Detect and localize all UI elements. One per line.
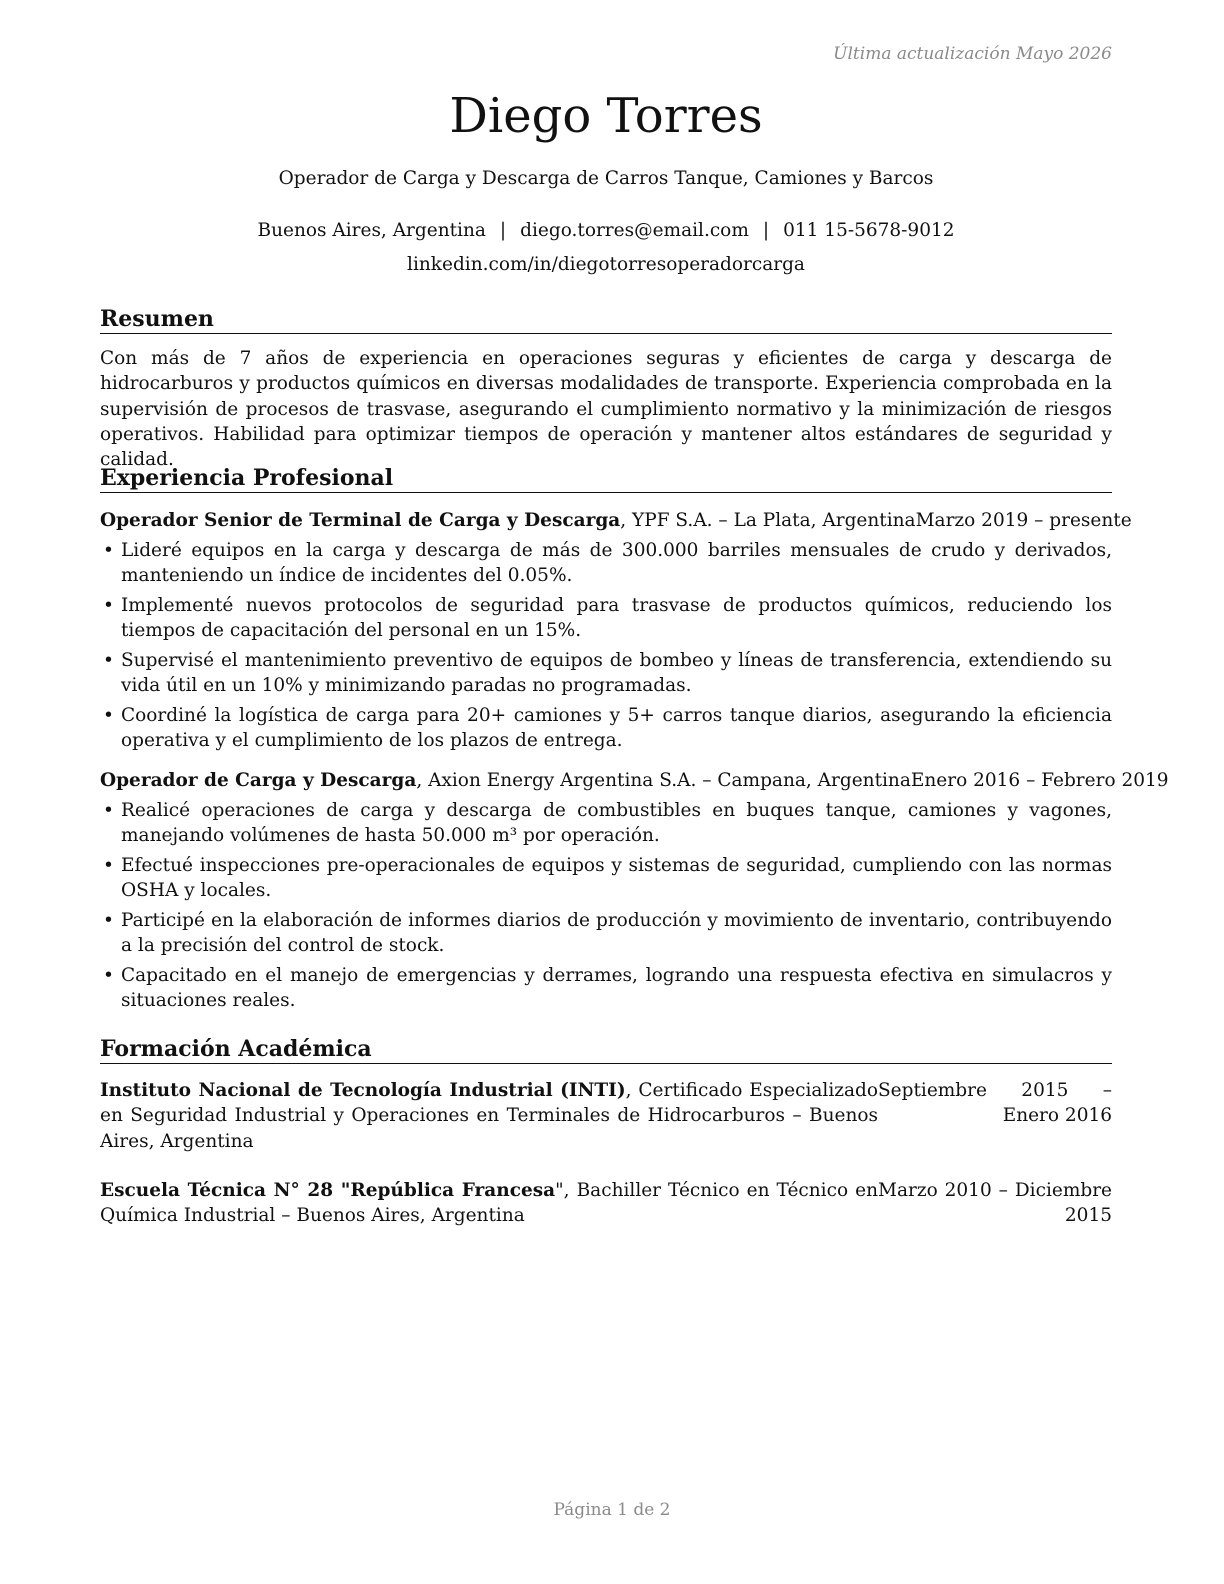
education-entry [100, 1178, 1112, 1229]
education-description [100, 1178, 878, 1229]
job-bullet [100, 798, 1112, 849]
contact-location: Buenos Aires, Argentina [257, 220, 486, 241]
job-bullet-text: Realicé operaciones de carga y descarga de combustibles en buques tanque, camiones y vagones, manejando volúmenes de hasta 50.000 m³ por operación. [121, 799, 1112, 846]
job-bullet [100, 963, 1112, 1014]
job-bullets [100, 538, 1112, 754]
bullet-icon: • [103, 704, 114, 726]
job-title-line [100, 768, 911, 794]
job-bullet-text: Coordiné la logística de carga para 20+ camiones y 5+ carros tanque diarios, asegurando la eficiencia operativa y el cumplimiento de los plazos de entrega. [121, 704, 1112, 752]
job-bullet-text: Capacitado en el manejo de emergencias y derrames, logrando una respuesta efectiva en simulacros y situaciones reales. [121, 964, 1112, 1011]
job-header [100, 508, 1132, 534]
summary-text: Con más de 7 años de experiencia en operaciones seguras y eficientes de carga y descarga de hidrocarburos y productos químicos en diversas modalidades de transporte. Experiencia comprobada en la supervisión de procesos de trasvase, asegurando el cumplimiento normativo y la minimización de riesgos operativos. Habilidad para optimizar tiempos de operación y mantener altos estándares de seguridad y calidad. [100, 348, 1112, 471]
job-bullet-text: Efectué inspecciones pre-operacionales de equipos y sistemas de seguridad, cumpliendo con las normas OSHA y locales. [121, 854, 1112, 901]
job-company: , Axion Energy Argentina S.A. – Campana, Argentina [416, 769, 911, 791]
education-dates: Marzo 2010 – Diciembre 2015 [878, 1179, 1112, 1227]
last-updated: Última actualización Mayo 2026 [833, 44, 1112, 64]
job-bullet [100, 908, 1112, 959]
bullet-icon: • [103, 540, 114, 561]
education-institution: Escuela Técnica N° 28 "República Francesa [100, 1179, 556, 1201]
job-header [100, 768, 1169, 794]
job-dates: Marzo 2019 – presente [915, 510, 1132, 531]
education-institution: Instituto Nacional de Tecnología Industrial (INTI) [100, 1080, 626, 1101]
bullet-icon: • [103, 964, 114, 986]
summary-heading: Resumen [100, 305, 1112, 334]
bullet-icon: • [103, 594, 114, 616]
job-bullets [100, 798, 1112, 1014]
contact-separator: | [762, 220, 770, 241]
job-bullet-text: Participé en la elaboración de informes diarios de producción y movimiento de inventario, contribuyendo a la precisión del control de stock. [121, 909, 1112, 956]
job-dates: Enero 2016 – Febrero 2019 [910, 769, 1169, 791]
job-bullet-text: Supervisé el mantenimiento preventivo de equipos de bombeo y líneas de transferencia, extendiendo su vida útil en un 10% y minimizando paradas no programadas. [121, 649, 1112, 697]
job-bullet [100, 538, 1112, 589]
job-entry [100, 768, 1169, 1014]
job-bullet [100, 593, 1112, 644]
education-section [100, 1035, 1112, 1228]
summary-section [100, 305, 1112, 472]
job-bullet-text: Lideré equipos en la carga y descarga de más de 300.000 barriles mensuales de crudo y derivados, manteniendo un índice de incidentes del 0.05%. [121, 540, 1112, 587]
candidate-tagline: Operador de Carga y Descarga de Carros Tanque, Camiones y Barcos [278, 168, 934, 189]
job-role: Operador Senior de Terminal de Carga y Descarga [100, 510, 621, 531]
job-bullet [100, 853, 1112, 904]
job-title-line [100, 508, 916, 534]
job-bullet [100, 703, 1112, 754]
contact-phone: 011 15-5678-9012 [783, 220, 955, 241]
bullet-icon: • [103, 909, 114, 931]
education-detail: , Certificado Especializado en Seguridad Industrial y Operaciones en Terminales de Hidrocarburos – Buenos Aires, Argentina [100, 1080, 878, 1152]
contact-line [100, 218, 1112, 244]
contact-email[interactable]: diego.torres@email.com [520, 220, 749, 241]
education-dates: Septiembre 2015 – Enero 2016 [878, 1080, 1112, 1127]
job-company: , YPF S.A. – La Plata, Argentina [620, 510, 916, 531]
page-number: Página 1 de 2 [553, 1500, 671, 1520]
experience-heading: Experiencia Profesional [100, 464, 1112, 493]
education-detail: ", Bachiller Técnico en Técnico en Química Industrial – Buenos Aires, Argentina [100, 1179, 878, 1227]
bullet-icon: • [103, 649, 114, 671]
experience-section [100, 464, 1169, 1017]
job-role: Operador de Carga y Descarga [100, 769, 417, 791]
resume-page [100, 0, 1169, 1584]
education-heading: Formación Académica [100, 1035, 1112, 1064]
bullet-icon: • [103, 854, 114, 876]
job-bullet [100, 648, 1112, 699]
contact-linkedin[interactable]: linkedin.com/in/diegotorresoperadorcarga [407, 254, 805, 275]
education-entry [100, 1078, 1112, 1154]
contact-separator: | [499, 220, 507, 241]
job-bullet-text: Implementé nuevos protocolos de seguridad para trasvase de productos químicos, reduciendo los tiempos de capacitación del personal en un 15%. [121, 594, 1112, 642]
candidate-name: Diego Torres [449, 88, 763, 144]
bullet-icon: • [103, 799, 114, 821]
job-entry [100, 508, 1132, 754]
education-description [100, 1078, 878, 1154]
